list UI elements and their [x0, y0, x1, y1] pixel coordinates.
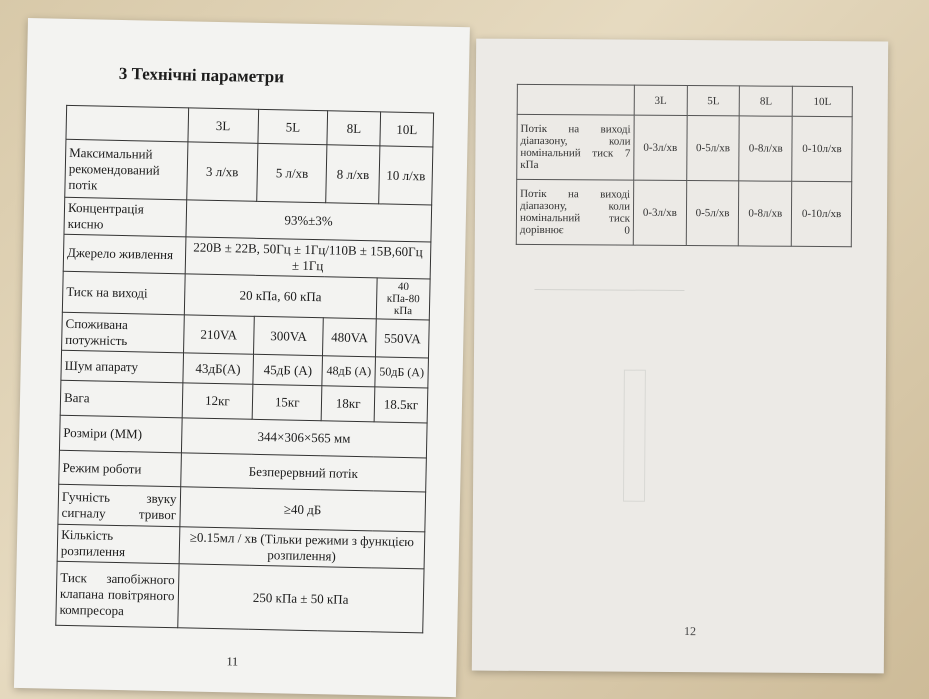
cell: 40 кПа-80 кПа: [376, 278, 430, 320]
row-label: Тиск запобіжного клапана повітряного компресора: [56, 561, 179, 628]
cell: Безперервний потік: [180, 453, 426, 492]
cell: 550VA: [376, 319, 430, 358]
cell: 0-5л/хв: [686, 116, 739, 181]
cell: 15кг: [252, 384, 322, 420]
section-title: 3 Технічні параметри: [118, 63, 285, 87]
table-row: [517, 114, 852, 181]
cell: 250 кПа ± 50 кПа: [177, 564, 424, 633]
cell: 0-10л/хв: [791, 181, 851, 246]
col-header: 3L: [634, 85, 687, 115]
cell: 480VA: [323, 318, 377, 357]
cell: 48дБ (А): [322, 356, 375, 387]
right-page: [472, 39, 888, 674]
cell: 50дБ (А): [375, 357, 429, 388]
specs-table: [55, 105, 434, 634]
row-label: Гучність звуку сигналу тривог: [58, 484, 180, 527]
faint-diagram-line: [534, 289, 684, 291]
col-header: 3L: [187, 108, 258, 143]
cell: ≥40 дБ: [179, 487, 425, 532]
cell: 20 кПа, 60 кПа: [184, 274, 377, 319]
cell: 10 л/хв: [379, 146, 433, 205]
cell: 0-3л/хв: [634, 115, 687, 180]
col-header: 10L: [380, 112, 434, 147]
col-header: 8L: [740, 86, 793, 116]
cell: 8 л/хв: [326, 145, 380, 204]
cell: 300VA: [254, 316, 324, 355]
col-header: 8L: [327, 111, 381, 146]
row-label: Потік на виході діапазону, коли номінальний тиск дорівнює 0: [516, 179, 633, 245]
table-row: [65, 139, 433, 205]
row-label: Концентрація кисню: [64, 197, 186, 237]
row-label: Режим роботи: [59, 450, 181, 487]
row-label: Максимальний рекомендований потік: [65, 139, 188, 200]
cell: 93%±3%: [185, 200, 431, 242]
table-row: [516, 179, 851, 246]
cell: 0-5л/хв: [686, 181, 739, 246]
row-label: Кількість розпилення: [57, 524, 179, 564]
cell: 18.5кг: [374, 387, 428, 423]
row-label: Джерело живлення: [63, 234, 185, 274]
cell: 0-8л/хв: [739, 181, 792, 246]
left-page: [14, 18, 470, 697]
flow-table: [516, 84, 853, 247]
cell: 344×306×565 мм: [181, 418, 427, 458]
cell: 12кг: [182, 383, 253, 419]
cell: 45дБ (А): [253, 354, 323, 385]
row-label: Споживана потужність: [62, 312, 184, 353]
col-header: 5L: [258, 109, 328, 144]
col-header: 10L: [792, 86, 852, 116]
cell: 3 л/хв: [186, 142, 258, 201]
table-row: [56, 561, 424, 633]
table-header-row: [517, 84, 852, 116]
faint-diagram-shape: [623, 370, 646, 502]
page-number: 11: [226, 654, 239, 669]
row-label: Тиск на виході: [62, 271, 184, 315]
cell: 0-8л/хв: [739, 116, 792, 181]
cell: 5 л/хв: [257, 143, 327, 202]
cell: 210VA: [183, 315, 254, 354]
page-number: 12: [684, 624, 697, 639]
cell: 0-10л/хв: [792, 116, 852, 181]
cell: 220В ± 22В, 50Гц ± 1Гц/110В ± 15В,60Гц ± 1Гц: [185, 237, 431, 279]
row-label: Шум апарату: [61, 350, 183, 383]
cell: 43дБ(А): [182, 353, 253, 384]
row-label: Потік на виході діапазону, коли номінальний тиск 7 кПа: [517, 114, 634, 180]
col-header: 5L: [687, 86, 740, 116]
row-label: Вага: [60, 380, 182, 418]
row-label: Розміри (ММ): [59, 415, 181, 453]
cell: 18кг: [321, 386, 375, 422]
cell: ≥0.15мл / хв (Тільки режими з функцією розпилення): [179, 527, 425, 569]
cell: 0-3л/хв: [633, 180, 686, 245]
